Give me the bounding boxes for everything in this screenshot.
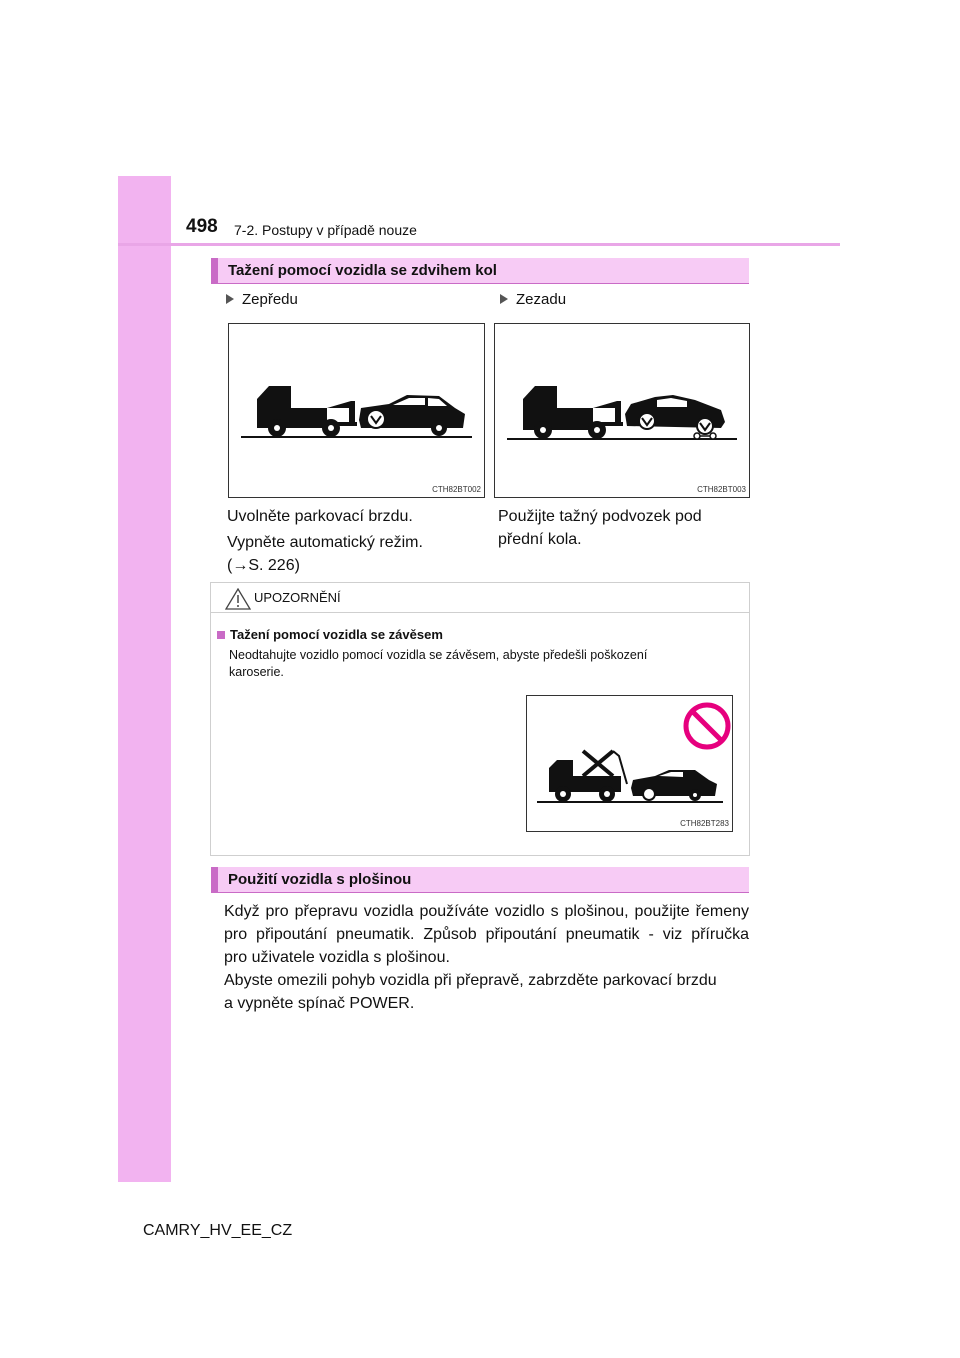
warning-box (210, 582, 750, 856)
front-instruction-1: Uvolněte parkovací brzdu. (227, 508, 413, 525)
figure-tow-rear (494, 323, 750, 498)
front-instruction-2: Vypněte automatický režim. (227, 534, 423, 551)
figure-code: CTH82BT003 (697, 485, 746, 494)
page-number: 498 (186, 216, 218, 237)
rear-instruction-1: Použijte tažný podvozek pod (498, 508, 702, 525)
figure-tow-front (228, 323, 485, 498)
warning-text: Neodtahujte vozidlo pomocí vozidla se závěsem, abyste předešli poškození karoserie. (229, 648, 648, 679)
chapter-sidebar-tab (118, 176, 171, 1182)
square-bullet-icon (217, 631, 225, 639)
figure-code: CTH82BT283 (680, 819, 729, 828)
section-heading-wheel-lift: Tažení pomocí vozidla se zdvihem kol (211, 258, 749, 284)
sling-tow-prohibited-illustration (527, 696, 734, 833)
subheading-rear: Zezadu (500, 291, 566, 308)
section-path: 7-2. Postupy v případě nouze (234, 222, 417, 238)
warning-header (211, 583, 749, 613)
triangle-bullet-icon (500, 294, 508, 304)
model-code: CAMRY_HV_EE_CZ (143, 1222, 293, 1239)
flatbed-paragraph-2: Abyste omezili pohyb vozidla při přepravě, zabrzděte parkovací brzdu a vypněte spínač POWER. (224, 972, 717, 1012)
header-rule (118, 243, 840, 246)
warning-title: UPOZORNĚNÍ (254, 590, 341, 605)
triangle-bullet-icon (226, 294, 234, 304)
section-heading-flatbed: Použití vozidla s plošinou (211, 867, 749, 893)
figure-code: CTH82BT002 (432, 485, 481, 494)
figure-tow-sling (526, 695, 733, 832)
tow-truck-rear-illustration (495, 324, 751, 499)
rear-instruction-2: přední kola. (498, 531, 582, 548)
flatbed-paragraph-1: Když pro přepravu vozidla používáte vozidlo s plošinou, použijte řemeny pro připoutání pneumatik. Způsob připoutání pneumatik - viz příručka pro uživatele vozidla s plošinou. (224, 903, 749, 966)
warning-subtitle: Tažení pomocí vozidla se závěsem (217, 627, 443, 642)
page-reference-link[interactable]: (→S. 226) (227, 557, 300, 574)
subheading-front: Zepředu (226, 291, 298, 308)
warning-triangle-icon (225, 588, 251, 610)
tow-truck-front-illustration (229, 324, 486, 499)
